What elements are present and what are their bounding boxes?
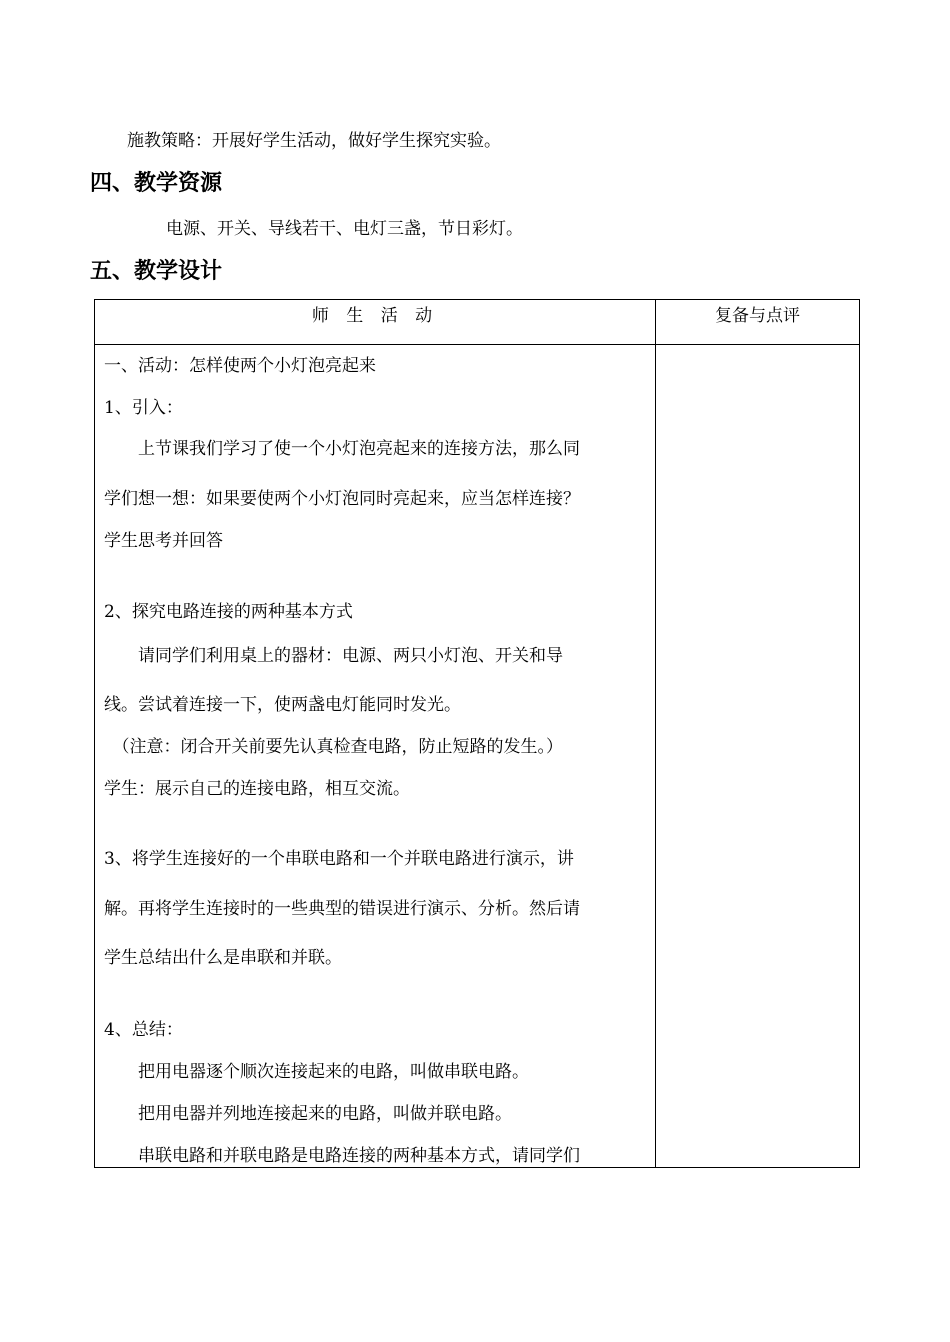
lesson-design-table: [94, 299, 860, 1168]
activity-line: 学生：展示自己的连接电路，相互交流。: [104, 779, 410, 799]
activity-line: 学们想一想：如果要使两个小灯泡同时亮起来，应当怎样连接？: [104, 489, 580, 509]
activity-line: 线。尝试着连接一下，使两盏电灯能同时发光。: [104, 695, 461, 715]
activity-line: 请同学们利用桌上的器材：电源、两只小灯泡、开关和导: [104, 646, 563, 666]
header-review-comments: 复备与点评: [656, 300, 860, 345]
activity-line: 串联电路和并联电路是电路连接的两种基本方式，请同学们: [104, 1146, 580, 1166]
section-5-heading: 五、教学设计: [90, 259, 223, 284]
activity-line: 上节课我们学习了使一个小灯泡亮起来的连接方法，那么同: [104, 439, 580, 459]
activity-line: 学生总结出什么是串联和并联。: [104, 948, 342, 968]
table-content-row: [95, 345, 860, 1168]
activity-line: 3、将学生连接好的一个串联电路和一个并联电路进行演示，讲: [104, 849, 574, 869]
section-4-heading: 四、教学资源: [90, 171, 223, 196]
activity-line: 1、引入：: [104, 398, 183, 418]
activity-line: 解。再将学生连接时的一些典型的错误进行演示、分析。然后请: [104, 899, 580, 919]
header-teacher-student-activity: 师 生 活 动: [95, 300, 656, 345]
activity-content-cell: [95, 345, 656, 1168]
activity-line: 把用电器逐个顺次连接起来的电路，叫做串联电路。: [104, 1062, 529, 1082]
activity-line: 把用电器并列地连接起来的电路，叫做并联电路。: [104, 1104, 512, 1124]
activity-line: 2、探究电路连接的两种基本方式: [104, 602, 353, 622]
teaching-strategy-line: 施教策略：开展好学生活动，做好学生探究实验。: [127, 131, 501, 151]
activity-line: 4、总结：: [104, 1020, 183, 1040]
activity-line: 一、活动：怎样使两个小灯泡亮起来: [104, 356, 376, 376]
review-comments-cell: [656, 345, 860, 1168]
table-header-row: [95, 300, 860, 345]
section-4-text: 电源、开关、导线若干、电灯三盏，节日彩灯。: [166, 219, 523, 239]
activity-line: 学生思考并回答: [104, 531, 223, 551]
activity-line: （注意：闭合开关前要先认真检查电路，防止短路的发生。）: [104, 737, 563, 757]
